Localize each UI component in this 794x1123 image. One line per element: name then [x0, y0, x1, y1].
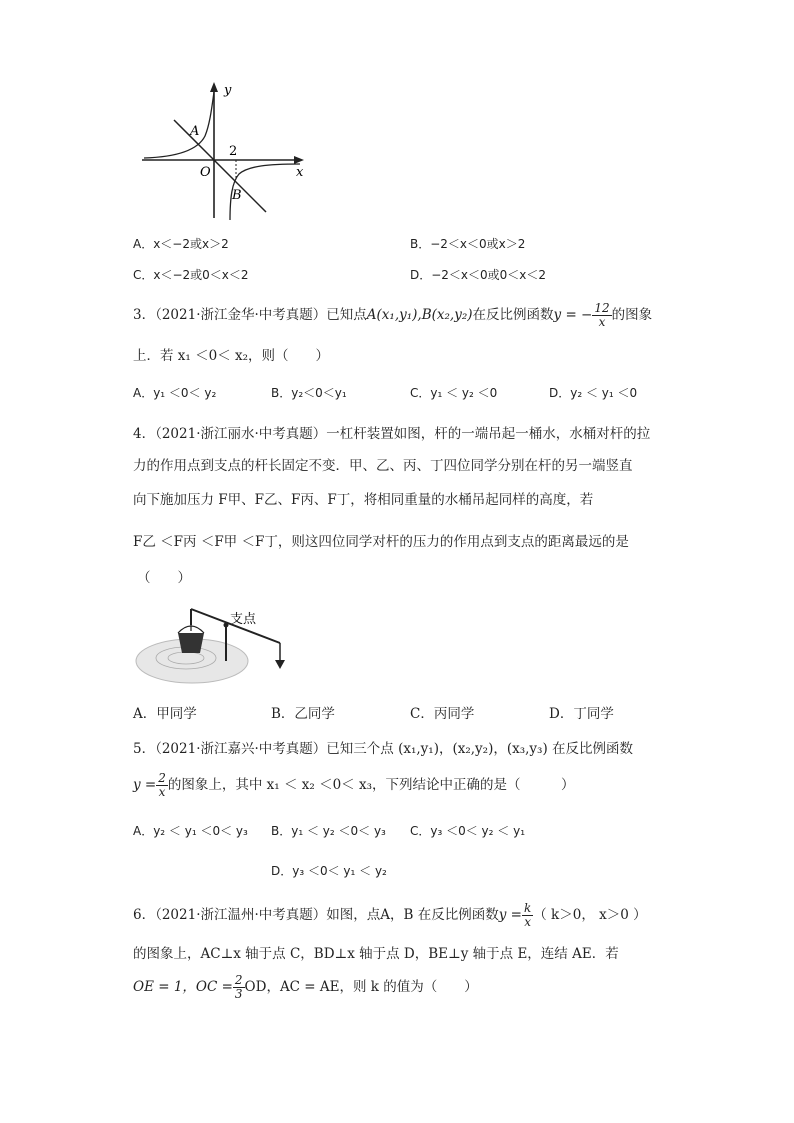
q5-frac-den: x: [158, 785, 166, 799]
q5-fraction: [156, 772, 168, 799]
q4-option-c: C．丙同学: [410, 706, 475, 722]
q2-option-b: B．−2＜x＜0或x＞2: [410, 237, 526, 251]
q5-option-a: A．y₂ ＜ y₁ ＜0＜ y₃: [133, 824, 248, 838]
q4-option-a: A．甲同学: [133, 706, 197, 722]
q3-line2: 上．若 x₁ ＜0＜ x₂，则（ ）: [133, 348, 330, 364]
q4-option-b: B．乙同学: [271, 706, 335, 722]
q3-option-d: D．y₂ ＜ y₁ ＜0: [549, 386, 638, 400]
q6-post: （ k＞0， x＞0 ）: [533, 907, 647, 923]
x-label: x: [296, 165, 304, 180]
q5-option-b: B．y₁ ＜ y₂ ＜0＜ y₃: [271, 824, 386, 838]
q3-frac-num: 12: [594, 301, 610, 315]
q6-line3-post: OD，AC = AE，则 k 的值为（ ）: [244, 979, 478, 995]
point-a-label: A: [190, 124, 200, 139]
q3-fraction: [592, 302, 611, 329]
q5-line1: 5．（2021·浙江嘉兴·中考真题）已知三个点 (x₁,y₁)，(x₂,y₂)，(x₃,y₃) 在反比例函数: [133, 741, 634, 757]
q6-frac2-den: 3: [234, 987, 243, 1001]
q3-option-a: A．y₁ ＜0＜ y₂: [133, 386, 217, 400]
q3-post: 的图象: [611, 307, 653, 323]
bucket-icon: [178, 633, 204, 653]
q5-post: 的图象上，其中 x₁ ＜ x₂ ＜0＜ x₃，下列结论中正确的是（ ）: [167, 777, 575, 793]
q6-frac-num: k: [523, 901, 532, 915]
q3-option-c: C．y₁ ＜ y₂ ＜0: [410, 386, 498, 400]
q6-line3: [133, 974, 478, 1001]
y-label: y: [224, 83, 232, 98]
q4-lever-figure: [134, 603, 310, 685]
point-b-label: B: [232, 188, 242, 203]
q4-option-d: D．丁同学: [549, 706, 614, 722]
q5-frac-num: 2: [158, 771, 166, 785]
q4-line4: F乙 ＜F丙 ＜F甲 ＜F丁，则这四位同学对杆的压力的作用点到支点的距离最远的是: [133, 534, 629, 550]
q5-option-d: D．y₃ ＜0＜ y₁ ＜ y₂: [271, 864, 387, 878]
q2-option-a: A．x＜−2或x＞2: [133, 237, 229, 251]
origin-label: O: [200, 165, 211, 180]
x-axis-arrow-icon: [294, 156, 304, 164]
line-graph: [174, 120, 266, 212]
q6-fraction2: [233, 974, 245, 1001]
q6-intro: 6．（2021·浙江温州·中考真题）如图，点A，B 在反比例函数: [133, 907, 499, 923]
force-arrow-icon: [275, 660, 285, 669]
q6-frac2-num: 2: [234, 973, 243, 987]
q6-line1: [133, 902, 647, 929]
q5-line2: [133, 772, 575, 799]
q2-option-d: D．−2＜x＜0或0＜x＜2: [410, 268, 547, 282]
q2-option-c: C．x＜−2或0＜x＜2: [133, 268, 249, 282]
q6-line3-pre: OE = 1，OC =: [133, 979, 233, 995]
tick-2-label: 2: [229, 144, 238, 159]
q3-option-b: B．y₂＜0＜y₁: [271, 386, 347, 400]
q3-func-lhs: y = −: [553, 307, 593, 323]
q5-func-lhs: y =: [133, 777, 157, 793]
fulcrum-point: [224, 623, 229, 628]
q6-frac-den: x: [524, 915, 532, 929]
q6-func-lhs: y =: [498, 907, 522, 923]
q4-line2: 力的作用点到支点的杆长固定不变．甲、乙、丙、丁四位同学分别在杆的另一端竖直: [133, 458, 633, 474]
q4-line5: （ ）: [137, 570, 191, 586]
q3-intro: 3．（2021·浙江金华·中考真题）已知点: [133, 307, 367, 323]
fulcrum-label: 支点: [230, 612, 257, 627]
y-axis-arrow-icon: [210, 82, 218, 92]
q3-points: A(x₁,y₁),B(x₂,y₂): [366, 307, 473, 323]
q3-mid: 在反比例函数: [472, 307, 554, 323]
q4-line1: 4．（2021·浙江丽水·中考真题）一杠杆装置如图，杆的一端吊起一桶水，水桶对杆的拉: [133, 426, 651, 442]
q2-graph-figure: [138, 78, 313, 224]
q3-line1: [133, 302, 652, 329]
q6-fraction: [522, 902, 533, 929]
q5-option-c: C．y₃ ＜0＜ y₂ ＜ y₁: [410, 824, 526, 838]
q3-frac-den: x: [598, 315, 606, 329]
q6-line2: 的图象上，AC⊥x 轴于点 C，BD⊥x 轴于点 D，BE⊥y 轴于点 E，连结 AE．若: [133, 946, 619, 962]
q4-line3: 向下施加压力 F甲、F乙、F丙、F丁，将相同重量的水桶吊起同样的高度，若: [133, 492, 594, 508]
